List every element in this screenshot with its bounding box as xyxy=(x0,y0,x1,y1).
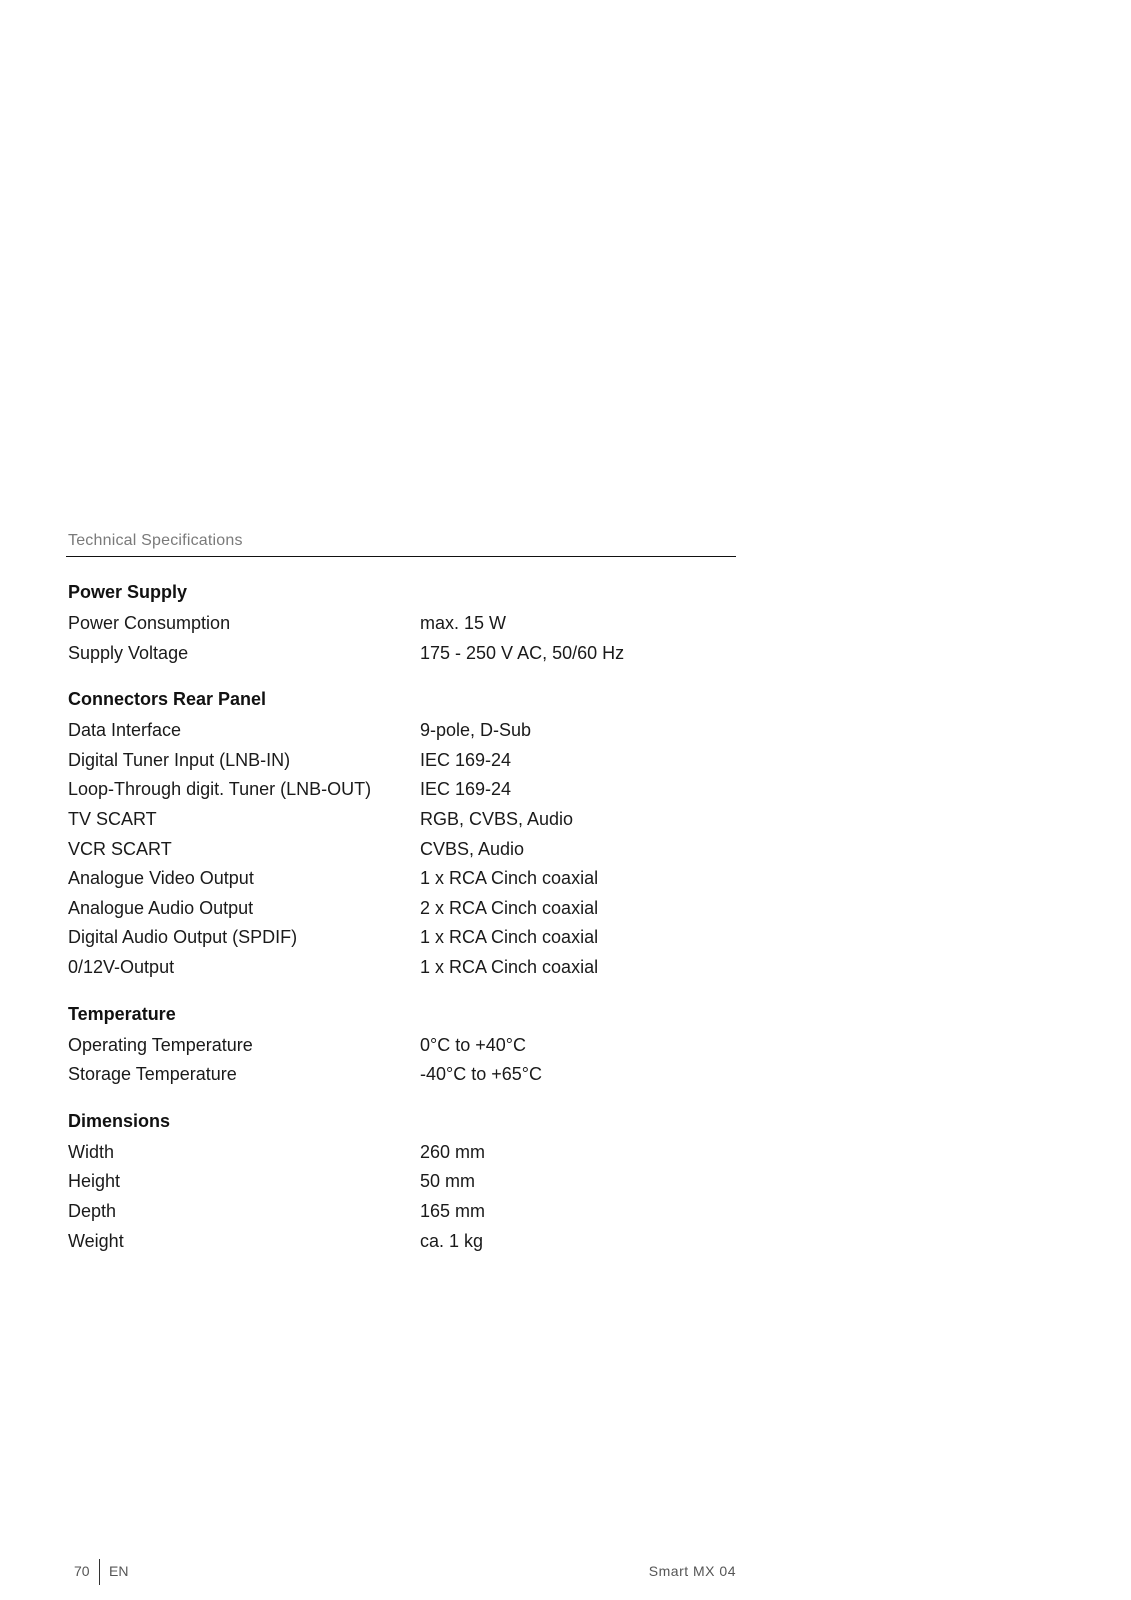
spec-value: CVBS, Audio xyxy=(420,838,525,859)
spec-value: 1 x RCA Cinch coaxial xyxy=(420,927,599,948)
group-title: Power Supply xyxy=(68,582,188,602)
spec-label: Digital Audio Output (SPDIF) xyxy=(68,927,298,948)
spec-label: TV SCART xyxy=(68,808,157,829)
spec-row xyxy=(68,609,728,639)
page-number: 70 xyxy=(74,1563,90,1579)
spec-value: 260 mm xyxy=(420,1141,486,1162)
spec-value: 1 x RCA Cinch coaxial xyxy=(420,868,599,889)
language-label: EN xyxy=(109,1563,129,1579)
group-title: Connectors Rear Panel xyxy=(68,689,267,710)
spec-row xyxy=(68,923,728,953)
spec-value: 165 mm xyxy=(420,1200,486,1221)
spec-row xyxy=(68,716,728,746)
spec-value: IEC 169-24 xyxy=(420,779,512,800)
spec-row xyxy=(68,953,728,983)
spec-row xyxy=(68,639,728,669)
spec-label: VCR SCART xyxy=(68,838,172,859)
spec-value: 9-pole, D-Sub xyxy=(420,720,532,741)
spec-table xyxy=(68,578,728,1273)
spec-label: Depth xyxy=(68,1200,117,1221)
spec-label: Height xyxy=(68,1171,121,1192)
spec-row xyxy=(68,835,728,865)
spec-row xyxy=(68,1138,728,1168)
page-footer xyxy=(66,1559,736,1585)
spec-label: Data Interface xyxy=(68,720,182,741)
spec-group-connectors-rear-panel xyxy=(68,685,728,982)
product-name: Smart MX 04 xyxy=(648,1563,736,1579)
spec-label: Power Consumption xyxy=(68,613,231,633)
spec-value: 175 - 250 V AC, 50/60 Hz xyxy=(420,642,625,663)
spec-row xyxy=(68,1227,728,1257)
section-header xyxy=(66,528,736,557)
spec-row xyxy=(68,1167,728,1197)
spec-label: Width xyxy=(68,1141,115,1162)
spec-label: Loop-Through digit. Tuner (LNB-OUT) xyxy=(68,779,372,800)
spec-group-power-supply xyxy=(68,578,728,668)
spec-label: Analogue Video Output xyxy=(68,868,254,889)
spec-value: 0°C to +40°C xyxy=(420,1034,526,1055)
spec-row xyxy=(68,864,728,894)
spec-value: -40°C to +65°C xyxy=(420,1064,542,1085)
spec-label: Storage Temperature xyxy=(68,1064,237,1085)
spec-row xyxy=(68,1197,728,1227)
spec-row xyxy=(68,1031,728,1061)
footer-divider xyxy=(99,1559,100,1585)
spec-label: 0/12V-Output xyxy=(68,956,175,977)
spec-group-dimensions xyxy=(68,1107,728,1256)
spec-row xyxy=(68,805,728,835)
spec-value: max. 15 W xyxy=(420,613,507,633)
spec-value: 50 mm xyxy=(420,1171,476,1192)
group-title: Temperature xyxy=(68,1003,176,1024)
spec-value: RGB, CVBS, Audio xyxy=(420,808,574,829)
spec-value: 2 x RCA Cinch coaxial xyxy=(420,897,599,918)
spec-row xyxy=(68,894,728,924)
spec-label: Weight xyxy=(68,1230,124,1251)
group-title: Dimensions xyxy=(68,1110,171,1131)
spec-group-temperature xyxy=(68,1000,728,1090)
spec-value: ca. 1 kg xyxy=(420,1230,484,1251)
spec-row xyxy=(68,1060,728,1090)
section-title: Technical Specifications xyxy=(68,532,243,549)
spec-row xyxy=(68,775,728,805)
spec-label: Analogue Audio Output xyxy=(68,897,254,918)
spec-label: Digital Tuner Input (LNB-IN) xyxy=(68,749,291,770)
spec-label: Supply Voltage xyxy=(68,642,189,663)
spec-label: Operating Temperature xyxy=(68,1034,253,1055)
spec-value: IEC 169-24 xyxy=(420,749,512,770)
spec-value: 1 x RCA Cinch coaxial xyxy=(420,956,599,977)
spec-row xyxy=(68,746,728,776)
